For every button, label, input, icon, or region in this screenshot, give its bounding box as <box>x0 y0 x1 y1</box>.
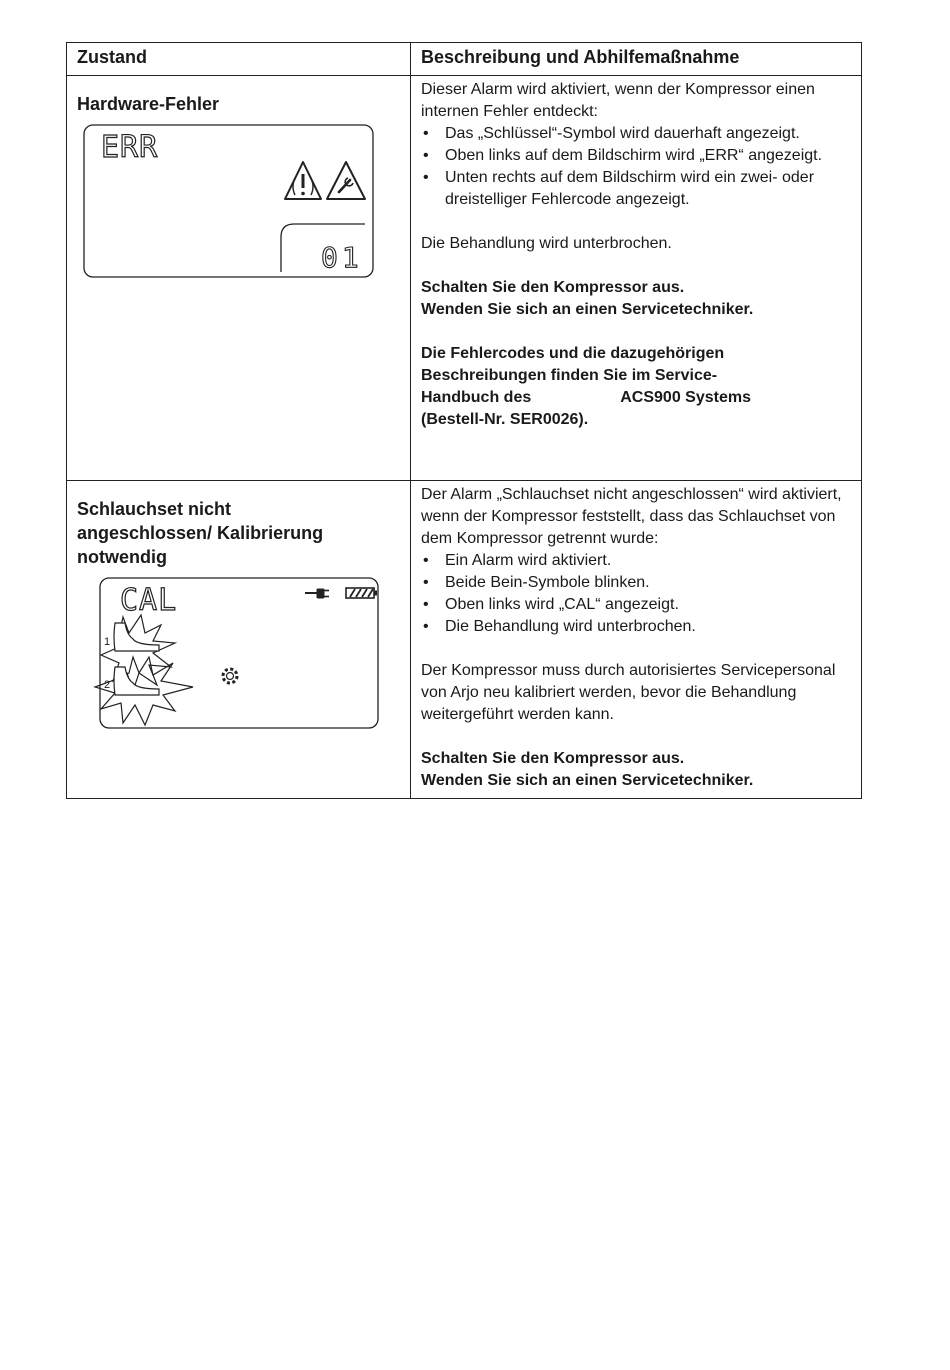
description-intro: Dieser Alarm wird aktiviert, wenn der Kompressor einen internen Fehler entdeckt: <box>421 81 815 120</box>
reference-text: ACS900 Systems <box>620 389 751 406</box>
leg-icon <box>114 623 159 695</box>
wrench-triangle-icon <box>327 162 365 199</box>
action-instruction: Schalten Sie den Kompressor aus. <box>421 750 685 767</box>
table-header-row <box>67 43 862 76</box>
header-condition: Zustand <box>67 43 411 76</box>
action-instruction: Schalten Sie den Kompressor aus. <box>421 279 685 296</box>
description-intro: Der Alarm „Schlauchset nicht angeschlossen“ wird aktiviert, wenn der Kompressor feststellt, dass das Schlauchset von dem Kompressor getrennt wurde: <box>421 486 842 547</box>
condition-cell <box>67 481 411 799</box>
lcd-error-text: ERR <box>101 130 159 165</box>
lcd-display-error <box>83 124 410 285</box>
list-item: • Ein Alarm wird aktiviert. <box>421 550 851 572</box>
battery-icon <box>346 588 377 598</box>
description-cell <box>411 481 862 799</box>
bullet-list <box>421 550 851 638</box>
condition-title: Schlauchset nicht angeschlossen/ Kalibrierung notwendig <box>77 499 324 567</box>
list-item: • Die Behandlung wird unterbrochen. <box>421 616 851 638</box>
list-item: • Oben links wird „CAL“ angezeigt. <box>421 594 851 616</box>
header-description: Beschreibung und Abhilfemaßnahme <box>411 43 862 76</box>
warning-triangle-icon <box>285 162 321 199</box>
flash-burst-icon <box>95 615 193 725</box>
leg-number-1: 1 <box>104 636 111 648</box>
lcd-cal-text: CAL <box>120 583 178 618</box>
description-paragraph: Der Kompressor muss durch autorisiertes Servicepersonal von Arjo neu kalibriert werden, bevor die Behandlung weitergeführt werden kann. <box>421 662 836 723</box>
reference-line <box>421 387 851 409</box>
action-instruction: Wenden Sie sich an einen Servicetechniker. <box>421 301 754 318</box>
table-row <box>67 481 862 799</box>
condition-cell <box>67 76 411 481</box>
bullet-list <box>421 123 851 211</box>
troubleshooting-table <box>66 42 862 799</box>
reference-line: Beschreibungen finden Sie im Service- <box>421 367 718 384</box>
reference-line: Die Fehlercodes und die dazugehörigen <box>421 345 725 362</box>
plug-icon <box>305 589 329 598</box>
gear-icon <box>223 669 237 683</box>
lcd-error-code: 01 <box>321 241 363 274</box>
condition-title: Hardware-Fehler <box>77 94 220 114</box>
table-row <box>67 76 862 481</box>
description-paragraph: Die Behandlung wird unterbrochen. <box>421 235 672 252</box>
list-item: • Unten rechts auf dem Bildschirm wird ein zwei- oder dreistelliger Fehlercode angezeigt. <box>421 167 851 211</box>
list-item: • Oben links auf dem Bildschirm wird „ERR“ angezeigt. <box>421 145 851 167</box>
reference-text: Handbuch des <box>421 389 532 406</box>
list-item: • Das „Schlüssel“-Symbol wird dauerhaft angezeigt. <box>421 123 851 145</box>
leg-number-2: 2 <box>104 679 111 691</box>
action-instruction: Wenden Sie sich an einen Servicetechniker. <box>421 772 754 789</box>
description-cell <box>411 76 862 481</box>
reference-line: (Bestell-Nr. SER0026). <box>421 411 589 428</box>
list-item: • Beide Bein-Symbole blinken. <box>421 572 851 594</box>
lcd-display-calibration <box>89 577 410 738</box>
